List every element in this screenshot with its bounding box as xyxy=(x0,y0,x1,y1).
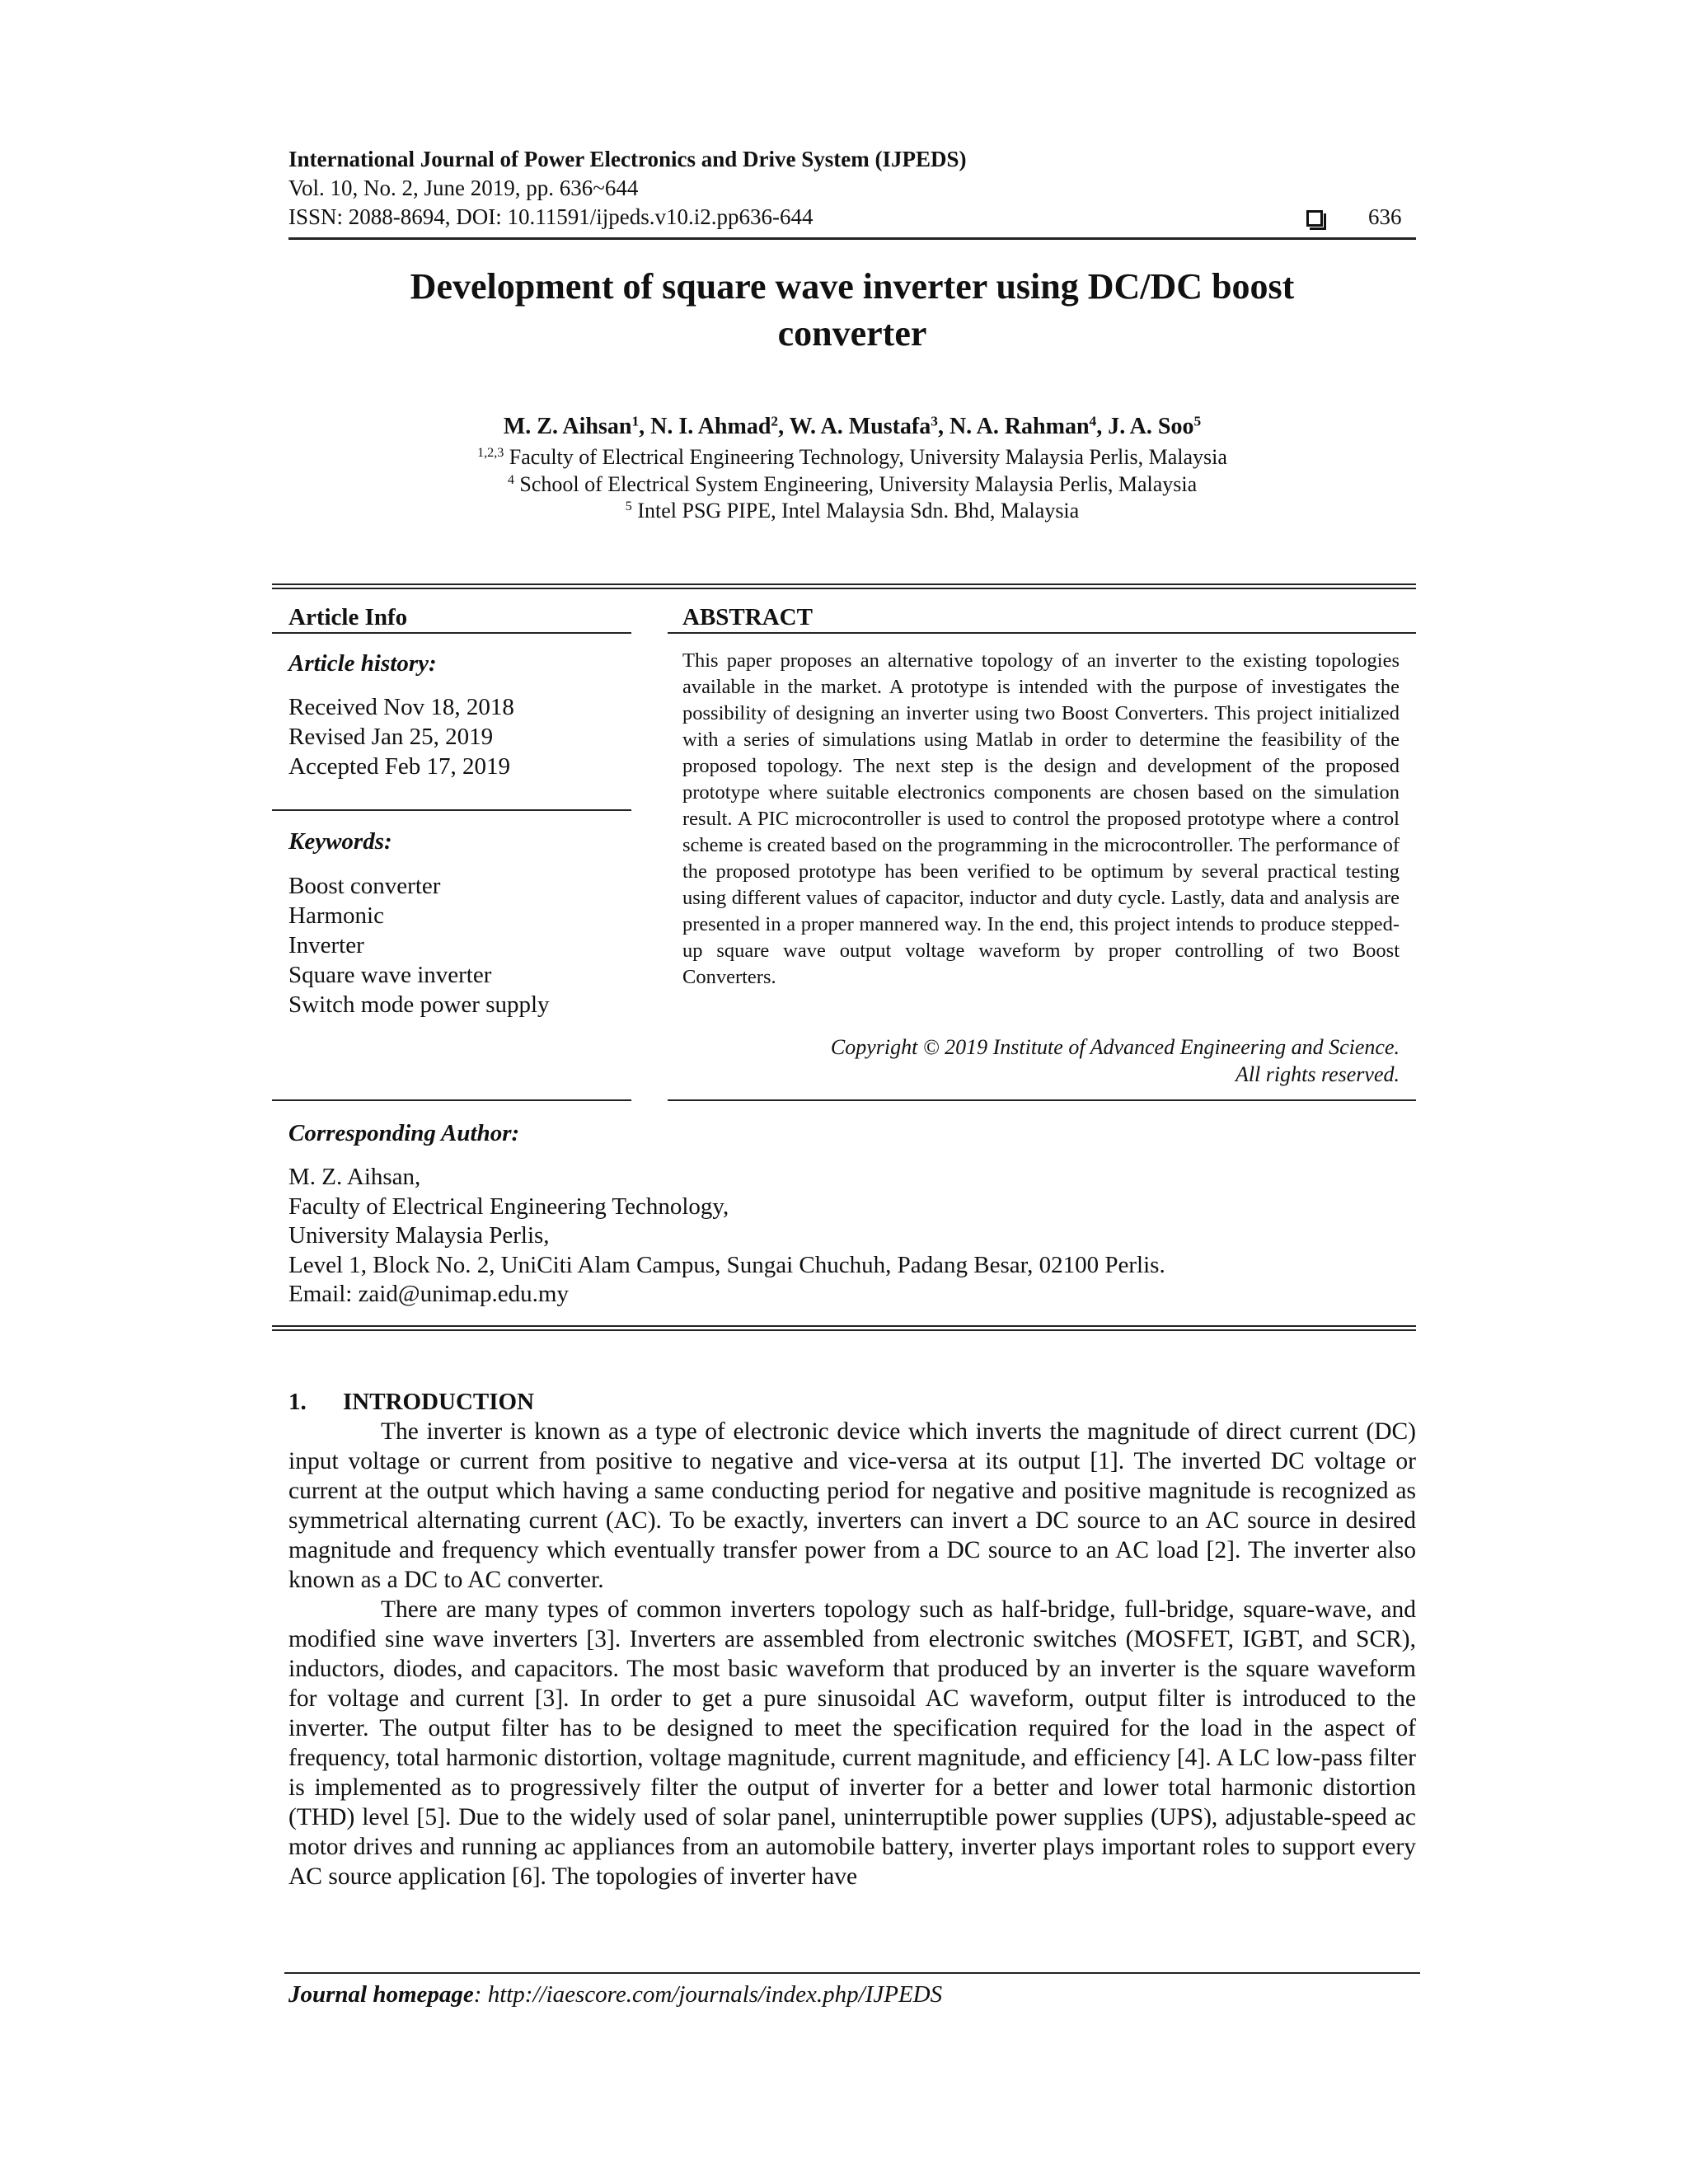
paper-title-line-1: Development of square wave inverter using DC/DC boost xyxy=(410,266,1295,307)
intro-paragraph-1: The inverter is known as a type of electronic device which inverts the magnitude of direct current (DC) input voltage or current from positive to negative and vice-versa at its output [1]. The inverted DC voltage or current at the output which having a same conducting period for negative and positive magnitude is recognized as symmetrical alternating current (AC). To be exactly, inverters can invert a DC source to an AC source in desired magnitude and frequency which eventually transfer power from a DC source to an AC load [2]. The inverter also known as a DC to AC converter. xyxy=(288,1418,1416,1593)
header-divider xyxy=(288,237,1416,240)
journal-homepage-url[interactable]: : http://iaescore.com/journals/index.php/IJPEDS xyxy=(473,1981,943,2008)
article-info-heading: Article Info xyxy=(288,604,408,630)
keywords-heading: Keywords: xyxy=(288,828,392,855)
abstract-heading: ABSTRACT xyxy=(682,604,813,630)
affiliation-3: $^5$ Intel PSG PIPE, Intel Malaysia Sdn. Bhd, Malaysia xyxy=(625,499,1080,523)
keyword-item: Square wave inverter xyxy=(288,962,492,988)
intro-paragraph-2: There are many types of common inverters topology such as half-bridge, full-bridge, square-wave, and modified sine wave inverters [3]. Inverters are assembled from electronic switches (MOSFET, IGBT, and SCR), inductors, diodes, and capacitors. The most basic waveform that produced by an inverter is the square waveform for voltage and current [3]. In order to get a pure sinusoidal AC waveform, output filter is introduced to the inverter. The output filter has to be designed to meet the specification required for the load in the aspect of frequency, total harmonic distortion, voltage magnitude, current magnitude, and efficiency [4]. A LC low-pass filter is implemented as to progressively filter the output of inverter for a better and lower total harmonic distortion (THD) level [5]. Due to the widely used of solar panel, uninterruptible power supplies (UPS), adjustable-speed ac motor drives and running ac appliances from an automobile battery, inverter plays important roles to support every AC source application [6]. The topologies of inverter have xyxy=(288,1596,1416,1890)
info-box-top-rule xyxy=(272,583,1416,589)
journal-homepage xyxy=(288,1980,942,2009)
abstract-bottom-rule xyxy=(668,1099,1416,1101)
copyright-line-2: All rights reserved. xyxy=(1235,1062,1400,1086)
volume-info: Vol. 10, No. 2, June 2019, pp. 636~644 xyxy=(288,176,639,200)
paper-title-line-2: converter xyxy=(777,313,927,354)
ballot-box-icon xyxy=(1306,210,1323,227)
corresponding-author-university: University Malaysia Perlis, xyxy=(288,1222,550,1249)
author: N. A. Rahman xyxy=(949,414,1090,439)
author: W. A. Mustafa xyxy=(789,414,931,439)
author: J. A. Soo xyxy=(1108,414,1194,439)
received-date: Received Nov 18, 2018 xyxy=(288,694,514,720)
info-column-bottom-rule xyxy=(272,1099,631,1101)
keyword-item: Boost converter xyxy=(288,873,441,899)
page-number: 636 xyxy=(1368,204,1402,229)
section-heading-introduction xyxy=(288,1387,534,1417)
author: M. Z. Aihsan xyxy=(503,414,632,439)
affiliation-1: $^{1,2,3}$ Faculty of Electrical Engineering Technology, University Malaysia Perlis, Malaysia xyxy=(477,445,1227,469)
corresponding-author-address: Level 1, Block No. 2, UniCiti Alam Campus, Sungai Chuchuh, Padang Besar, 02100 Perlis. xyxy=(288,1252,1165,1278)
info-box-bottom-rule xyxy=(272,1325,1416,1331)
corresponding-author-email: Email: zaid@unimap.edu.my xyxy=(288,1281,569,1307)
author: N. I. Ahmad xyxy=(650,414,771,439)
corresponding-author-name: M. Z. Aihsan, xyxy=(288,1164,421,1190)
copyright-line-1: Copyright © 2019 Institute of Advanced Engineering and Science. xyxy=(830,1035,1400,1059)
revised-date: Revised Jan 25, 2019 xyxy=(288,724,494,750)
corresponding-author-heading: Corresponding Author: xyxy=(288,1120,520,1146)
footer-rule xyxy=(284,1972,1420,1974)
issn-doi: ISSN: 2088-8694, DOI: 10.11591/ijpeds.v10.i2.pp636-644 xyxy=(288,204,814,229)
author-sup: 5 xyxy=(1193,413,1202,429)
corresponding-author-faculty: Faculty of Electrical Engineering Technology, xyxy=(288,1193,729,1220)
section-title: INTRODUCTION xyxy=(343,1389,535,1415)
journal-homepage-label: Journal homepage xyxy=(288,1981,474,2008)
keyword-item: Harmonic xyxy=(288,902,384,929)
author-list: M. Z. Aihsan$^1$, N. I. Ahmad$^2$, W. A. Mustafa$^3$, N. A. Rahman$^4$, J. A. Soo$^5$ xyxy=(503,413,1202,439)
article-history-heading: Article history: xyxy=(288,650,437,677)
article-info-rule xyxy=(272,632,631,634)
keywords-rule xyxy=(272,809,631,811)
section-number: 1. xyxy=(288,1389,307,1415)
author-sup: 1 xyxy=(631,413,640,429)
keyword-item: Inverter xyxy=(288,932,364,958)
abstract-heading-rule xyxy=(668,632,1416,634)
journal-name: International Journal of Power Electronics and Drive System (IJPEDS) xyxy=(288,147,967,171)
author-sup: 4 xyxy=(1089,413,1097,429)
accepted-date: Accepted Feb 17, 2019 xyxy=(288,753,510,780)
author-sup: 2 xyxy=(771,413,779,429)
author-sup: 3 xyxy=(931,413,938,429)
abstract-text: This paper proposes an alternative topology of an inverter to the existing topologies available in the market. A prototype is intended with the purpose of investigates the possibility of designing an inverter using two Boost Converters. This project initialized with a series of simulations using Matlab in order to determine the feasibility of the proposed topology. The next step is the design and development of the proposed prototype where suitable electronics components are chosen based on the simulation result. A PIC microcontroller is used to control the proposed prototype where a control scheme is created based on the programming in the microcontroller. The performance of the proposed prototype has been verified to be optimum by several practical testing using different values of capacitor, inductor and duty cycle. Lastly, data and analysis are presented in a proper mannered way. In the end, this project intends to produce stepped-up square wave output voltage waveform by proper controlling of two Boost Converters. xyxy=(682,649,1400,988)
affiliation-2: $^4$ School of Electrical System Engineering, University Malaysia Perlis, Malaysia xyxy=(507,472,1198,496)
keyword-item: Switch mode power supply xyxy=(288,991,550,1018)
